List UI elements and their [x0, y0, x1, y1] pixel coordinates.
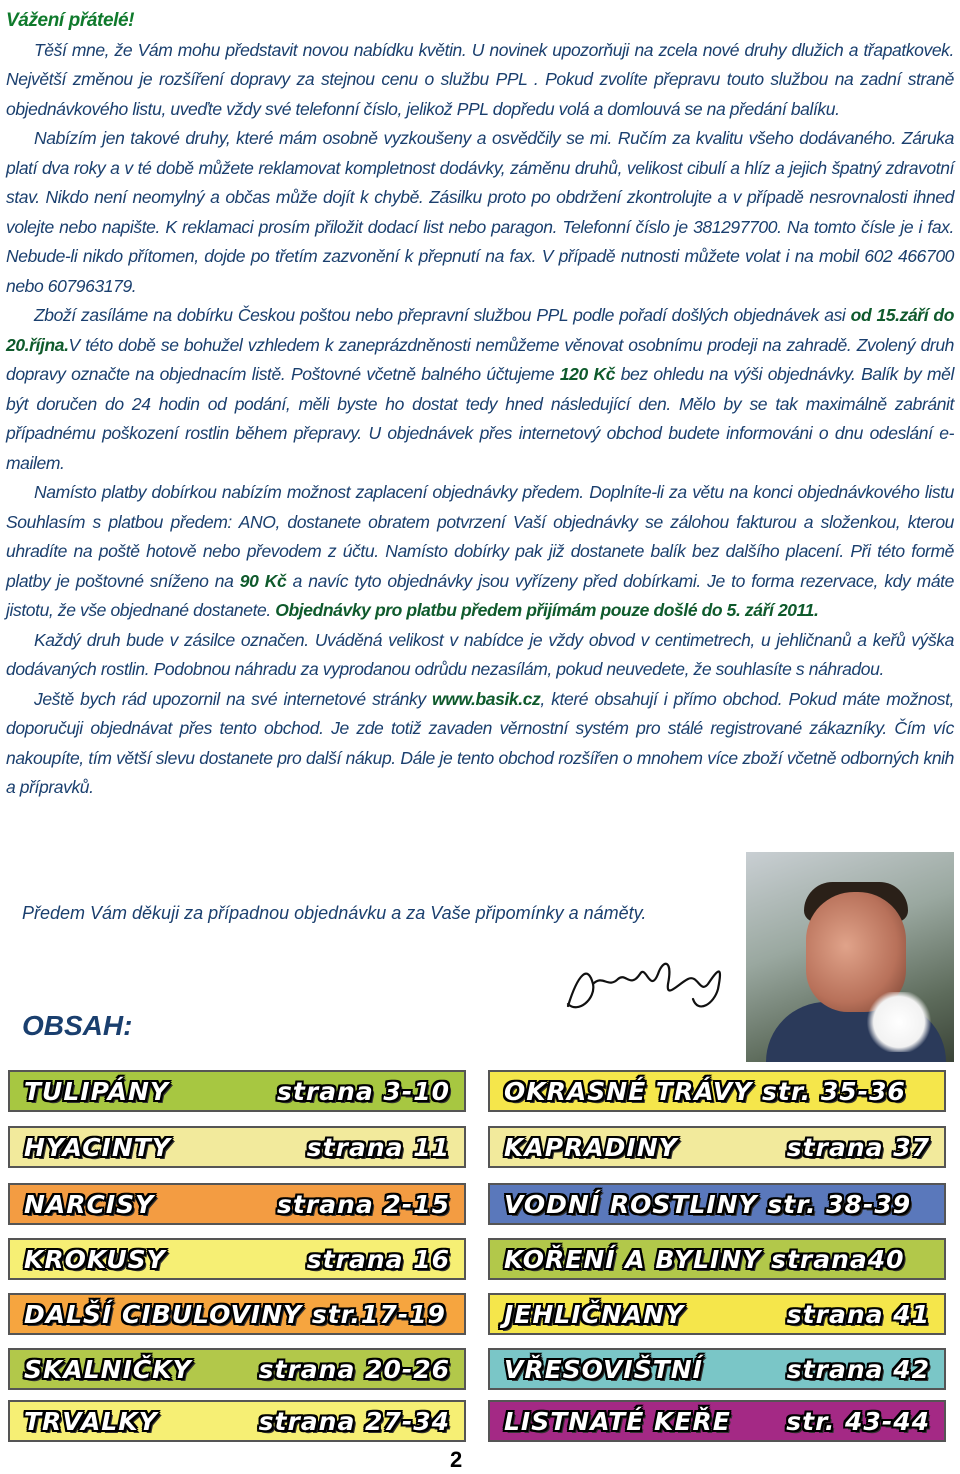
- paragraph-5: Každý druh bude v zásilce označen. Uváděná velikost v nabídce je vždy obvod v centimetrech, u jehličnanů a keřů výška dodávaných rostlin. Podobnou náhradu za vyprodanou odrůdu nezasílám, pokud neuvedete, že souhlasíte s náhradou.: [6, 629, 954, 679]
- toc-item-right-5: [488, 1293, 946, 1335]
- toc-item-page: strana 41: [786, 1299, 930, 1329]
- signature: [548, 944, 738, 1024]
- toc-item-name: TRVALKY: [24, 1406, 158, 1436]
- toc-item-name: KROKUSY: [24, 1244, 166, 1274]
- toc-item-page: strana 16: [306, 1244, 450, 1274]
- toc-item-left-7: [8, 1400, 466, 1442]
- website-link[interactable]: www.basik.cz: [432, 688, 541, 709]
- toc-item-right-6: [488, 1348, 946, 1390]
- toc-item-page: strana 11: [306, 1132, 450, 1162]
- postage-price: 120 Kč: [559, 364, 616, 384]
- toc-item-left-2: [8, 1126, 466, 1168]
- paragraph-1: Těší mne, že Vám mohu představit novou nabídku květin. U novinek upozorňuji na zcela nové druhy dlužich a třapatkovek. Největší změnou je rozšíření dopravy za stejnou cenu o službu PPL . Pokud zvolíte přepravu touto službou na zadní straně objednávkového listu, uveďte vždy své telefonní číslo, jelikož PPL dopředu volá a domlouvá se na předání balíku.: [6, 39, 954, 119]
- toc-item-right-3: [488, 1183, 946, 1225]
- toc-item-name: VŘESOVIŠTNÍ: [504, 1354, 703, 1384]
- toc-item-page: strana 27-34: [258, 1406, 450, 1436]
- toc-item-name: LISTNATÉ KEŘE: [504, 1406, 731, 1436]
- prepayment-deadline: Objednávky pro platbu předem přijímám pouze došlé do 5. září 2011.: [275, 600, 819, 620]
- toc-item-name: KOŘENÍ A BYLINY strana40: [504, 1244, 905, 1274]
- toc-item-left-6: [8, 1348, 466, 1390]
- page-number: 2: [450, 1447, 463, 1472]
- toc-item-page: strana 42: [786, 1354, 930, 1384]
- toc-item-name: VODNÍ ROSTLINY str. 38-39: [504, 1189, 912, 1219]
- toc-heading: OBSAH:: [22, 1010, 133, 1041]
- toc-item-right-1: [488, 1070, 946, 1112]
- toc-item-right-7: [488, 1400, 946, 1442]
- thanks-line: Předem Vám děkuji za případnou objednávku a za Vaše připomínky a náměty.: [22, 903, 647, 923]
- paragraph-2: Nabízím jen takové druhy, které mám osobně vyzkoušeny a osvědčily se mi. Ručím za kvalitu všeho dodávaného. Záruka platí dva roky a v té době můžete reklamovat kompletnost dodávky, záměnu druhů, velikost cibulí a hlíz a jejich špatný zdravotní stav. Nikdo není neomylný a občas může dojít k chybě. Zásilku proto po obdržení zkontrolujte a v případě nesrovnalosti ihned volejte nebo napište. K reklamaci prosím přiložit dodací list nebo paragon. Telefonní číslo je 381297700. Na tomto čísle je i fax. Nebude-li nikdo přítomen, dojde po třetím zazvonění k přepnutí na fax. V případě nutnosti můžete volat i na mobil 602 466700 nebo 607963179.: [6, 128, 954, 296]
- paragraph-6-text-a: Ještě bych rád upozornil na své internetové stránky: [34, 688, 433, 709]
- shipping-dates: od 15.září do 20.října.: [6, 305, 955, 355]
- toc-item-page: str. 43-44: [786, 1406, 930, 1436]
- toc-item-page: strana 20-26: [258, 1354, 450, 1384]
- toc-item-name: NARCISY: [24, 1189, 155, 1219]
- paragraph-3-text-a: Zboží zasíláme na dobírku Českou poštou nebo přepravní službou PPL podle pořadí došlých objednávek asi: [34, 305, 851, 325]
- toc-item-name: HYACINTY: [24, 1132, 171, 1162]
- toc-item-name: JEHLIČNANY: [504, 1299, 685, 1329]
- toc-item-page: strana 37: [786, 1132, 930, 1162]
- paragraph-4-text-a: Namísto platby dobírkou nabízím možnost zaplacení objednávky předem. Doplníte-li za větu na konci objednávkového listu Souhlasím s platbou předem: ANO, dostanete obratem potvrzení Vaší objednávky se zálohou fakturou a složenkou, kterou uhradíte na poště hotově nebo převodem z účtu. Namísto dobírky pak již dostanete balík bez dalšího placení. Při této formě platby je poštovné sníženo na: [6, 482, 954, 591]
- toc-item-name: KAPRADINY: [504, 1132, 678, 1162]
- toc-item-left-4: [8, 1238, 466, 1280]
- reduced-postage: 90 Kč: [239, 570, 287, 591]
- toc-item-name: OKRASNÉ TRÁVY str. 35-36: [504, 1076, 906, 1106]
- paragraph-3-text-c: V této době se bohužel vzhledem k zaneprázdněnosti nemůžeme věnovat osobnímu prodeji na zahradě. Zvolený druh dopravy označte na objednacím listě. Poštovné včetně balného účtujeme: [6, 334, 954, 384]
- paragraph-3: [6, 301, 954, 478]
- toc-item-left-1: [8, 1070, 466, 1112]
- paragraph-6: [6, 685, 954, 803]
- paragraph-4: [6, 478, 954, 626]
- toc-item-left-3: [8, 1183, 466, 1225]
- toc-item-right-4: [488, 1238, 946, 1280]
- toc-item-name: TULIPÁNY: [24, 1076, 169, 1106]
- paragraph-3-text-e: bez ohledu na výši objednávky. Balík by měl být doručen do 24 hodin od podání, měli byste ho dostat tedy hned následující den. Mělo by se tak maximálně zabránit případnému poškození rostlin během přepravy. U objednávek přes internetový obchod budete informováni o dnu odeslání e-mailem.: [6, 364, 954, 473]
- toc-item-name: DALŠÍ CIBULOVINY str.17-19: [24, 1299, 446, 1329]
- paragraph-6-text-c: , které obsahují i přímo obchod. Pokud máte možnost, doporučuji objednávat přes tento obchod. Je zde totiž zavaden věrnostní systém pro stálé registrované zákazníky. Čím víc nakoupíte, tím větší slevu dostanete pro další nákup. Dále je tento obchod rozšířen o mnohem více zboží včetně odborných knih a přípravků.: [6, 688, 954, 797]
- letter-body: [6, 6, 954, 803]
- toc-item-page: strana 2-15: [277, 1189, 450, 1219]
- toc-item-page: strana 3-10: [277, 1076, 450, 1106]
- author-photo: [746, 852, 954, 1062]
- toc-item-right-2: [488, 1126, 946, 1168]
- greeting: Vážení přátelé!: [6, 10, 135, 31]
- toc-item-name: SKALNIČKY: [24, 1354, 192, 1384]
- toc-item-left-5: [8, 1293, 466, 1335]
- paragraph-4-text-c: a navíc tyto objednávky jsou vyřízeny před dobírkami. Je to forma rezervace, kdy máte jistotu, že vše objednané dostanete.: [6, 570, 954, 620]
